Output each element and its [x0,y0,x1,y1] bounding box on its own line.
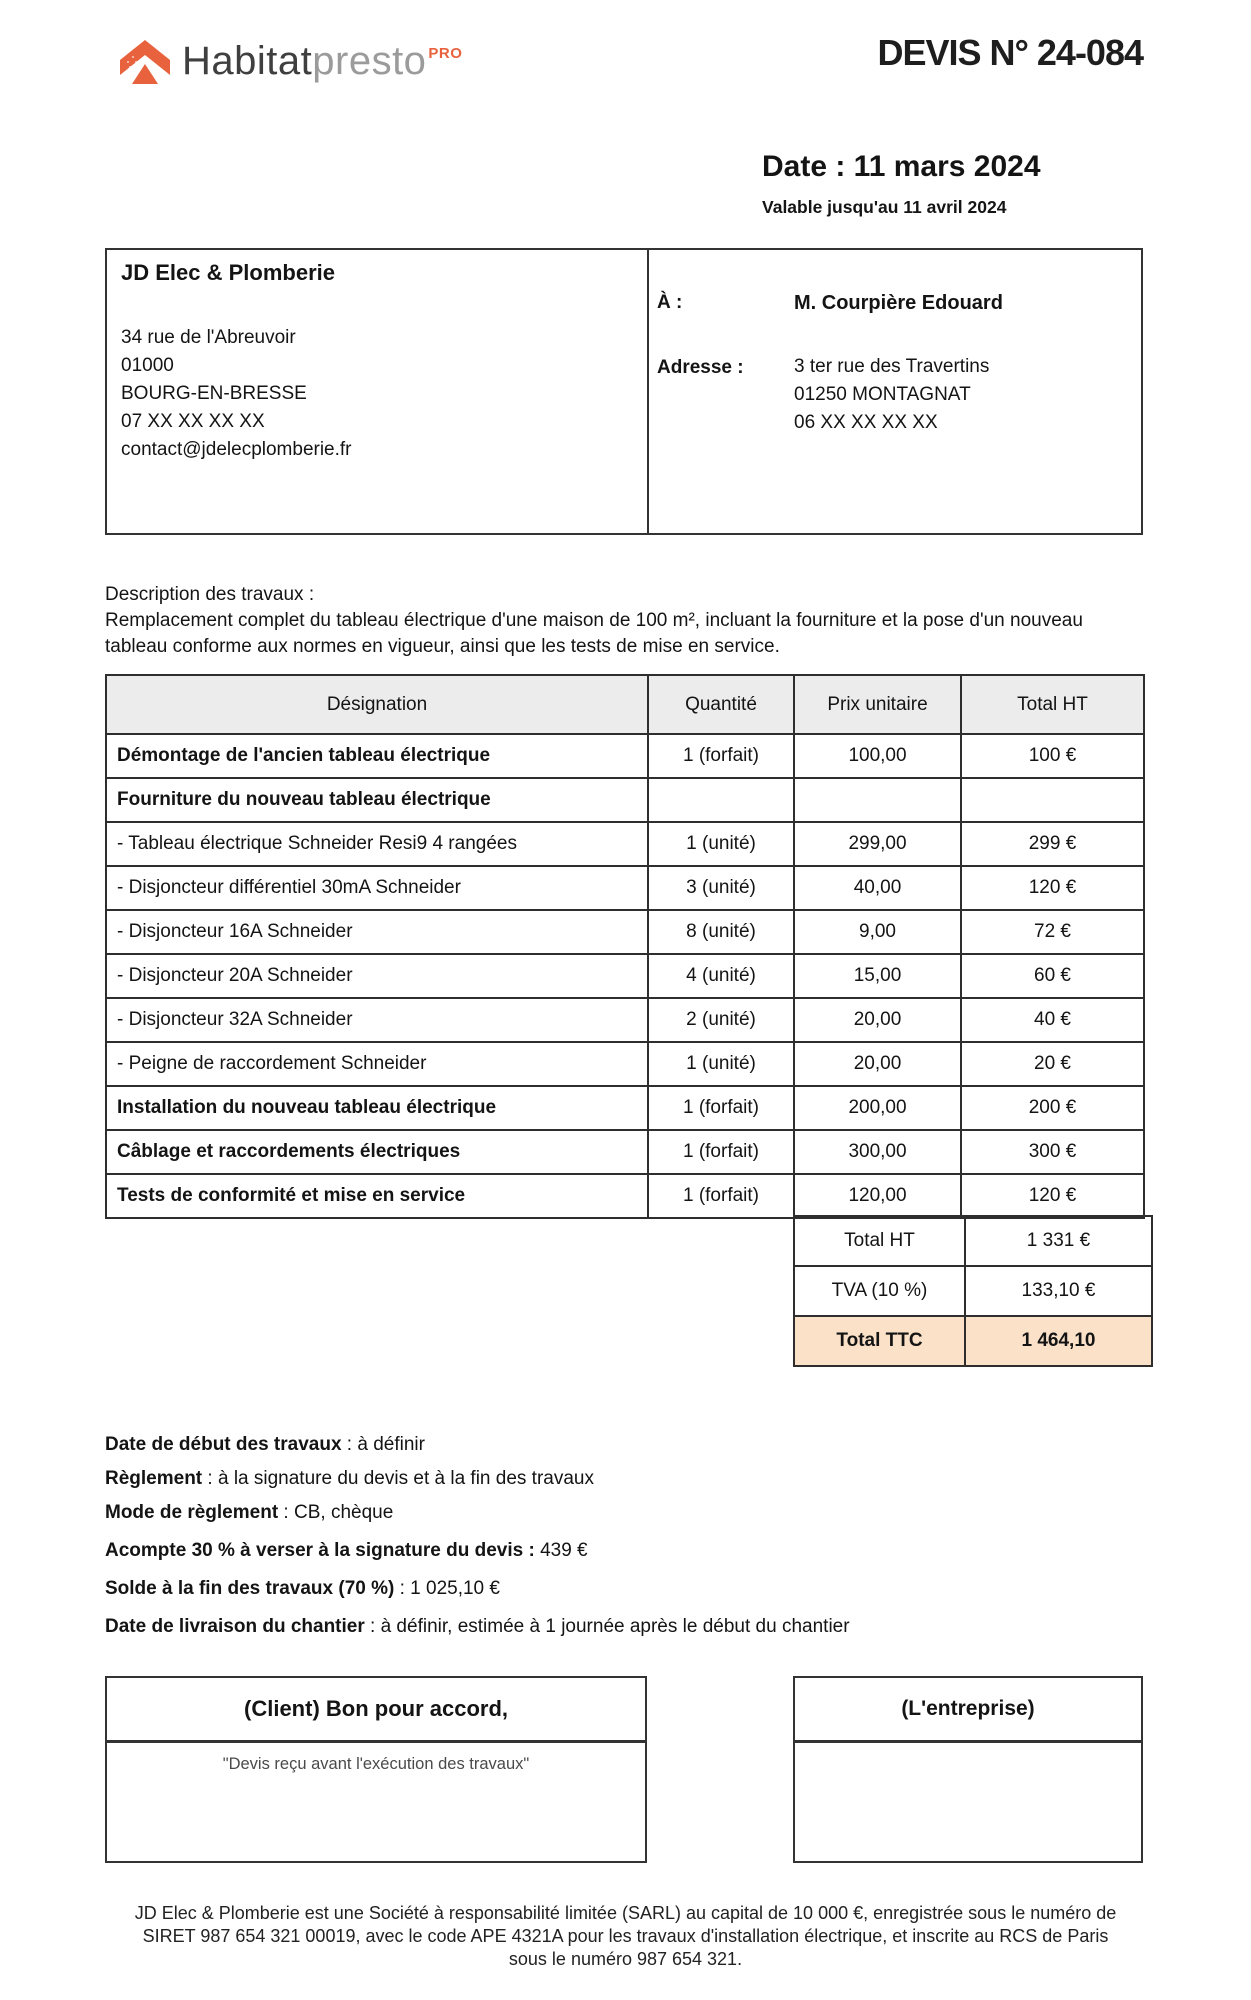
cell-designation: Démontage de l'ancien tableau électrique [106,734,648,778]
client-signature-title: (Client) Bon pour accord, [244,1696,508,1721]
total-ttc-value: 1 464,10 [965,1316,1152,1366]
footer-line: SIRET 987 654 321 00019, avec le code APE 4321A pour les travaux d'installation électrique, et inscrite au RCS de Paris [142,1926,1109,1946]
cell-unit-price: 20,00 [794,1042,961,1086]
devis-validity: Valable jusqu'au 11 avril 2024 [762,197,1007,217]
cell-total: 20 € [961,1042,1144,1086]
totals-table [793,1215,1153,1367]
cell-designation: Fourniture du nouveau tableau électrique [106,778,648,822]
table-row [106,1042,1144,1086]
cell-total [961,778,1144,822]
company-signature-box [793,1676,1143,1863]
devis-number: DEVIS N° 24-084 [877,32,1143,73]
devis-date: Date : 11 mars 2024 [762,150,1041,183]
cell-total: 200 € [961,1086,1144,1130]
cell-designation: - Disjoncteur 32A Schneider [106,998,648,1042]
cell-unit-price: 20,00 [794,998,961,1042]
document-header [118,30,1143,93]
table-row [106,1086,1144,1130]
company-email: contact@jdelecplomberie.fr [121,439,352,460]
description-body: Remplacement complet du tableau électrique d'une maison de 100 m², incluant la fourniture et la pose d'un nouveau tableau conforme aux normes en vigueur, ainsi que les tests de mise en service. [105,610,1083,657]
logo-text-presto: presto [312,39,427,83]
total-ht-row [794,1216,1152,1266]
logo-pro-badge: PRO [428,45,463,62]
company-city: BOURG-EN-BRESSE [121,383,307,404]
term-value: : 1 025,10 € [394,1578,500,1599]
cell-unit-price: 9,00 [794,910,961,954]
cell-quantity: 1 (forfait) [648,1130,794,1174]
client-info [649,250,1141,533]
client-address-street: 3 ter rue des Travertins [794,356,990,377]
client-to-label: À : [657,292,683,313]
total-ttc-row [794,1316,1152,1366]
house-arrow-icon [118,30,172,93]
table-row [106,998,1144,1042]
term-value: : à définir, estimée à 1 journée après le début du chantier [364,1616,850,1637]
table-row [106,778,1144,822]
total-ht-label: Total HT [794,1216,965,1266]
client-phone: 06 XX XX XX XX [794,412,938,433]
cell-designation: - Disjoncteur 20A Schneider [106,954,648,998]
total-ht-value: 1 331 € [965,1216,1152,1266]
cell-quantity [648,778,794,822]
term-value: : CB, chèque [278,1502,394,1523]
table-row [106,1130,1144,1174]
cell-designation: - Peigne de raccordement Schneider [106,1042,648,1086]
cell-designation: - Disjoncteur 16A Schneider [106,910,648,954]
cell-total: 60 € [961,954,1144,998]
term-label: Solde à la fin des travaux (70 %) [105,1578,395,1599]
client-signature-header [107,1678,645,1743]
logo-wordmark [182,30,462,85]
cell-quantity: 1 (unité) [648,822,794,866]
client-signature-box [105,1676,647,1863]
cell-unit-price: 100,00 [794,734,961,778]
term-balance [105,1578,850,1599]
cell-total: 40 € [961,998,1144,1042]
term-payment-mode [105,1502,850,1523]
tva-label: TVA (10 %) [794,1266,965,1316]
cell-designation: - Disjoncteur différentiel 30mA Schneider [106,866,648,910]
term-label: Date de début des travaux [105,1434,342,1455]
cell-designation: Tests de conformité et mise en service [106,1174,648,1218]
client-address-label: Adresse : [657,357,744,378]
table-row [106,734,1144,778]
term-delivery-date [105,1616,850,1637]
cell-total: 120 € [961,1174,1144,1218]
table-row [106,866,1144,910]
cell-designation: Câblage et raccordements électriques [106,1130,648,1174]
header-quantity: Quantité [648,675,794,734]
company-info [107,250,649,533]
term-label: Acompte 30 % à verser à la signature du devis : [105,1540,535,1561]
cell-unit-price: 120,00 [794,1174,961,1218]
works-description [105,582,1110,660]
cell-total: 72 € [961,910,1144,954]
legal-footer [0,1902,1251,1971]
cell-total: 100 € [961,734,1144,778]
cell-designation: - Tableau électrique Schneider Resi9 4 rangées [106,822,648,866]
header-unit-price: Prix unitaire [794,675,961,734]
table-row [106,954,1144,998]
client-signature-note: "Devis reçu avant l'exécution des travaux" [222,1755,530,1773]
term-label: Règlement [105,1468,203,1489]
term-start-date [105,1434,850,1455]
description-title: Description des travaux : [105,584,315,605]
logo-text-habitat: Habitat [182,39,313,83]
header-total-ht: Total HT [961,675,1144,734]
cell-unit-price: 200,00 [794,1086,961,1130]
company-name: JD Elec & Plomberie [121,260,335,285]
footer-line: sous le numéro 987 654 321. [508,1949,743,1969]
terms-section [105,1434,850,1650]
company-signature-header [795,1678,1141,1743]
cell-unit-price: 40,00 [794,866,961,910]
client-address-city: 01250 MONTAGNAT [794,384,971,405]
total-ttc-label: Total TTC [794,1316,965,1366]
term-payment [105,1468,850,1489]
cell-unit-price [794,778,961,822]
term-value: : à la signature du devis et à la fin des travaux [202,1468,594,1489]
cell-quantity: 1 (forfait) [648,1174,794,1218]
company-phone: 07 XX XX XX XX [121,411,265,432]
cell-quantity: 1 (forfait) [648,1086,794,1130]
tva-row [794,1266,1152,1316]
cell-quantity: 3 (unité) [648,866,794,910]
tva-value: 133,10 € [965,1266,1152,1316]
client-name: M. Courpière Edouard [794,292,1003,314]
cell-total: 120 € [961,866,1144,910]
cell-quantity: 1 (unité) [648,1042,794,1086]
cell-total: 299 € [961,822,1144,866]
table-row [106,822,1144,866]
table-header-row [106,675,1144,734]
table-row [106,910,1144,954]
cell-designation: Installation du nouveau tableau électrique [106,1086,648,1130]
term-value: 439 € [534,1540,588,1561]
parties-box [105,248,1143,535]
cell-unit-price: 15,00 [794,954,961,998]
items-table [105,674,1145,1219]
table-row [106,1174,1144,1218]
cell-quantity: 1 (forfait) [648,734,794,778]
header-designation: Désignation [106,675,648,734]
term-label: Date de livraison du chantier [105,1616,365,1637]
company-address-street: 34 rue de l'Abreuvoir [121,327,296,348]
cell-quantity: 4 (unité) [648,954,794,998]
company-postal-code: 01000 [121,355,174,376]
habitatpresto-logo [118,30,462,93]
cell-unit-price: 300,00 [794,1130,961,1174]
company-signature-title: (L'entreprise) [901,1697,1035,1720]
term-value: : à définir [341,1434,425,1455]
date-block [762,150,1041,218]
cell-quantity: 2 (unité) [648,998,794,1042]
term-label: Mode de règlement [105,1502,279,1523]
term-deposit [105,1540,850,1561]
footer-line: JD Elec & Plomberie est une Société à responsabilité limitée (SARL) au capital de 10 000 €, enregistrée sous le numéro de [134,1903,1117,1923]
cell-total: 300 € [961,1130,1144,1174]
cell-quantity: 8 (unité) [648,910,794,954]
cell-unit-price: 299,00 [794,822,961,866]
